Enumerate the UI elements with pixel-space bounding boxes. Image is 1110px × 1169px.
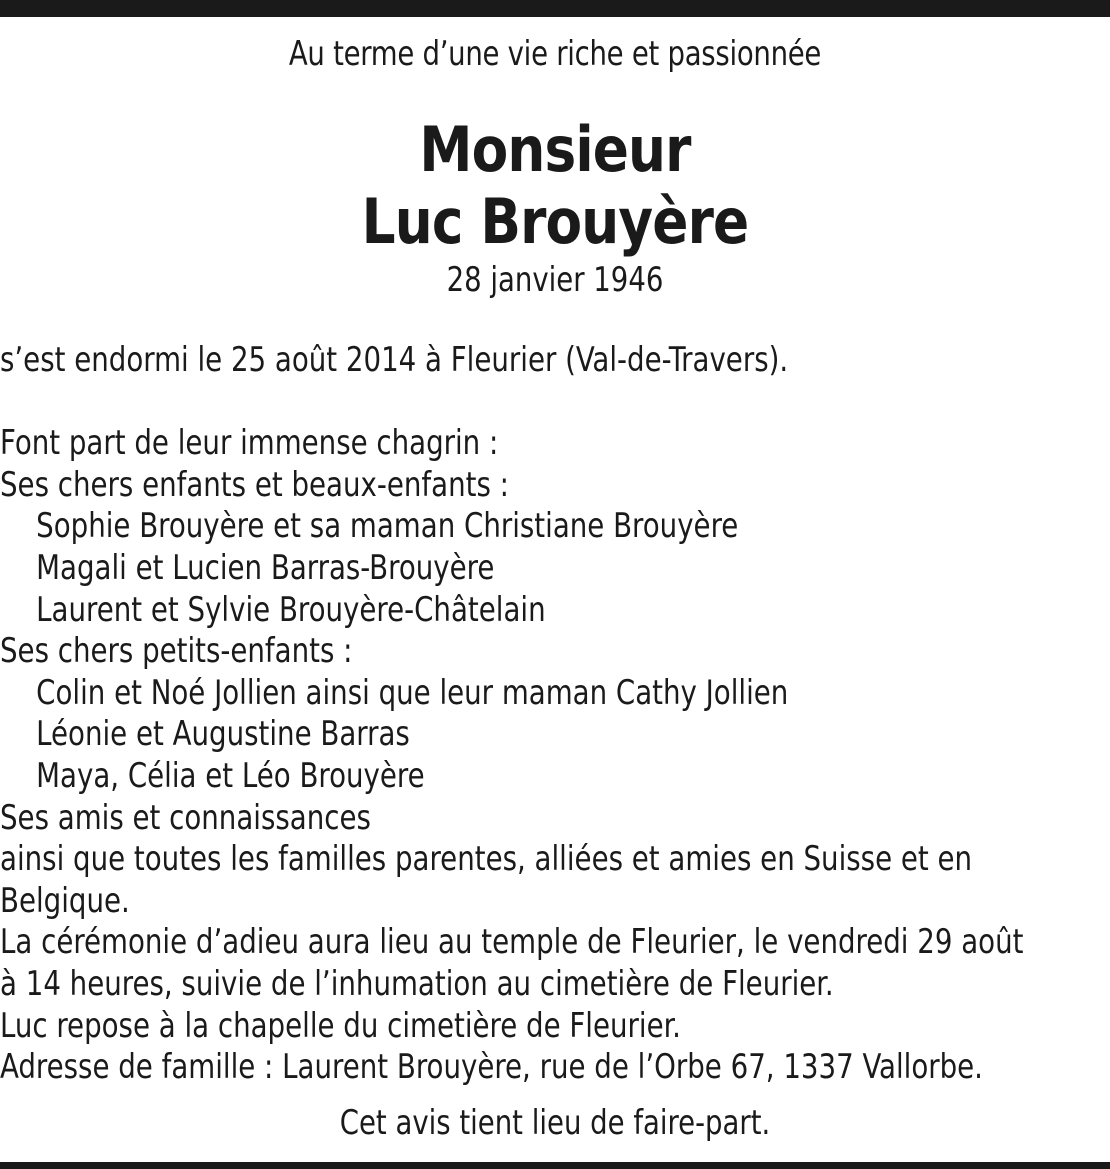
grandchild-entry: Colin et Noé Jollien ainsi que leur maman Cathy Jollien <box>36 672 789 713</box>
child-entry: Sophie Brouyère et sa maman Christiane Brouyère <box>36 506 739 547</box>
child-entry: Laurent et Sylvie Brouyère-Châtelain <box>36 589 546 630</box>
ceremony-line: La cérémonie d’adieu aura lieu au temple de Fleurier, le vendredi 29 août <box>0 922 1024 963</box>
birth-date: 28 janvier 1946 <box>446 260 664 300</box>
top-border-rule <box>0 0 1110 17</box>
ceremony-line-continued: à 14 heures, suivie de l’inhumation au cimetière de Fleurier. <box>0 963 834 1004</box>
families-line-continued: Belgique. <box>0 880 130 921</box>
title-honorific: Monsieur <box>419 113 691 186</box>
child-entry: Magali et Lucien Barras-Brouyère <box>36 547 495 588</box>
grandchild-entry: Léonie et Augustine Barras <box>36 714 410 755</box>
announcement-line: Font part de leur immense chagrin : <box>0 423 499 464</box>
notice-body <box>0 340 1110 1089</box>
families-line: ainsi que toutes les familles parentes, alliées et amies en Suisse et en <box>0 839 973 880</box>
intro-line: Au terme d’une vie riche et passionnée <box>288 34 822 74</box>
bottom-border-rule <box>0 1162 1110 1169</box>
grandchildren-heading: Ses chers petits-enfants : <box>0 631 353 672</box>
grandchild-entry: Maya, Célia et Léo Brouyère <box>36 755 425 796</box>
deceased-name: Luc Brouyère <box>361 185 749 258</box>
children-heading: Ses chers enfants et beaux-enfants : <box>0 464 509 505</box>
friends-line: Ses amis et connaissances <box>0 797 371 838</box>
closing-line: Cet avis tient lieu de faire-part. <box>339 1103 771 1143</box>
repose-line: Luc repose à la chapelle du cimetière de Fleurier. <box>0 1005 681 1046</box>
death-statement: s’est endormi le 25 août 2014 à Fleurier (Val-de-Travers). <box>0 340 789 380</box>
blank-line <box>0 382 1110 424</box>
family-address: Adresse de famille : Laurent Brouyère, rue de l’Orbe 67, 1337 Vallorbe. <box>0 1047 983 1088</box>
